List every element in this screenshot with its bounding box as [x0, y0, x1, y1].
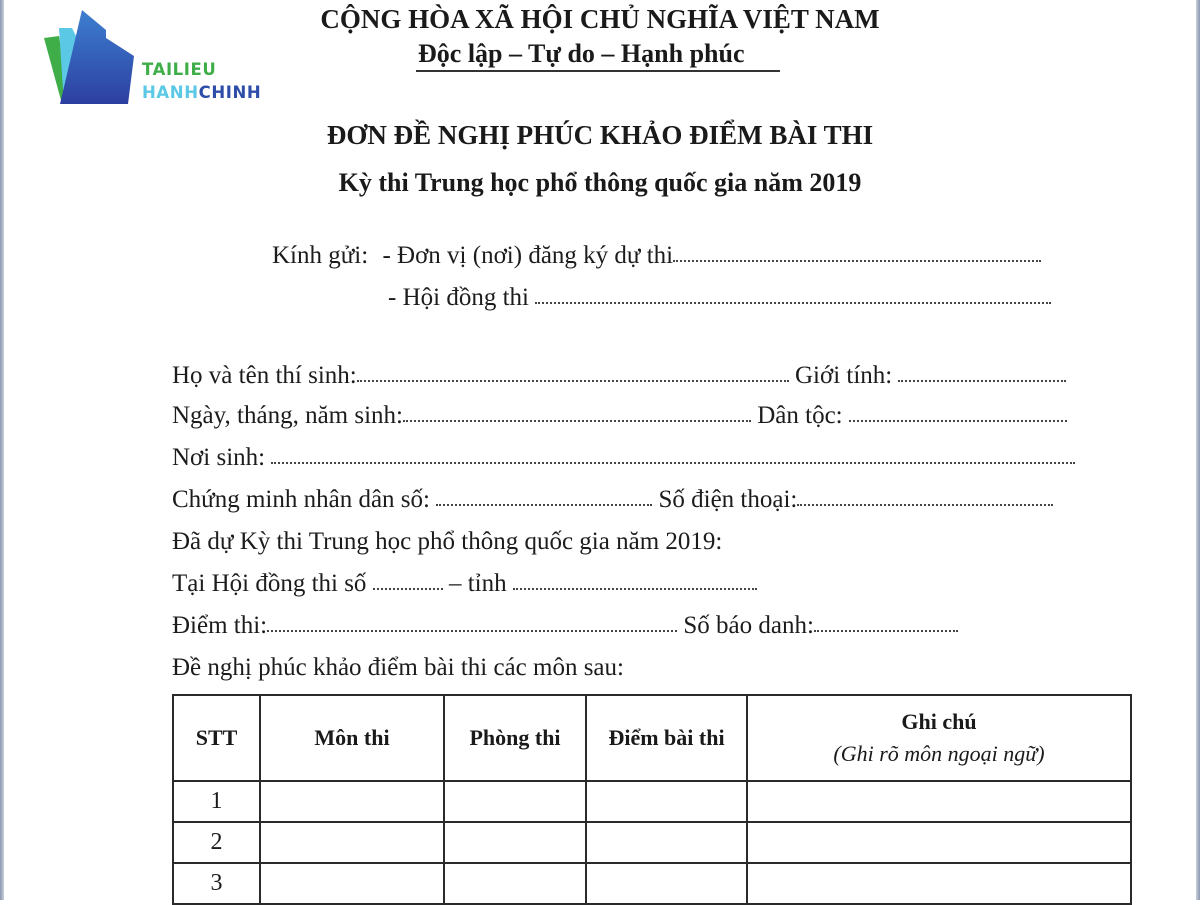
- header-room: Phòng thi: [444, 695, 586, 781]
- cell-room[interactable]: [444, 822, 586, 863]
- table-row: [173, 863, 1131, 904]
- table-header-row: [173, 695, 1131, 781]
- row-birthplace: [172, 444, 1075, 472]
- subjects-table: [172, 694, 1132, 905]
- header-note-subtitle: (Ghi rõ môn ngoại ngữ): [833, 741, 1045, 766]
- recipient-unit-field[interactable]: [673, 260, 1041, 262]
- gender-label: Giới tính:: [794, 362, 893, 389]
- national-motto: Độc lập – Tự do – Hạnh phúc: [418, 39, 745, 68]
- header-score: Điểm bài thi: [586, 695, 747, 781]
- dob-field[interactable]: [403, 420, 751, 422]
- row-council: [172, 570, 757, 598]
- phone-field[interactable]: [797, 504, 1053, 506]
- header-stt: STT: [173, 695, 260, 781]
- recipient-council-field[interactable]: [535, 302, 1051, 304]
- document-title: ĐƠN ĐỀ NGHỊ PHÚC KHẢO ĐIỂM BÀI THI: [326, 120, 874, 150]
- logo-line2b: CHINH: [198, 83, 262, 102]
- cell-room[interactable]: [444, 781, 586, 822]
- cell-note[interactable]: [747, 822, 1131, 863]
- recipient-council-label: - Hội đồng thi: [388, 284, 529, 311]
- cell-subject[interactable]: [260, 863, 444, 904]
- exam-site-label: Điểm thi:: [172, 612, 268, 639]
- row-name-gender: [172, 362, 1066, 390]
- phone-label: Số điện thoại:: [658, 486, 798, 513]
- document-subtitle: Kỳ thi Trung học phổ thông quốc gia năm 2019: [338, 168, 862, 197]
- id-number-field[interactable]: [436, 504, 652, 506]
- recipient-line-2: [388, 284, 1051, 312]
- council-number-field[interactable]: [373, 588, 443, 590]
- logo-line2a: HANH: [142, 83, 199, 102]
- exam-site-field[interactable]: [267, 630, 677, 632]
- motto-underline: [416, 70, 780, 72]
- cell-note[interactable]: [747, 863, 1131, 904]
- row-dob-ethnicity: [172, 402, 1067, 430]
- header-note-title: Ghi chú: [901, 709, 977, 734]
- header-note: [747, 695, 1131, 781]
- cell-score[interactable]: [586, 822, 747, 863]
- table-row: [173, 822, 1131, 863]
- cell-room[interactable]: [444, 863, 586, 904]
- recipient-label: Kính gửi:: [272, 242, 369, 269]
- council-province-label: – tỉnh: [448, 570, 507, 597]
- dob-label: Ngày, tháng, năm sinh:: [172, 402, 403, 429]
- recipient-line-1: [272, 242, 1041, 270]
- request-statement: Đề nghị phúc khảo điểm bài thi các môn sau:: [172, 654, 624, 681]
- birthplace-label: Nơi sinh:: [172, 444, 266, 471]
- attended-statement: Đã dự Kỳ thi Trung học phổ thông quốc gia năm 2019:: [172, 528, 723, 555]
- id-number-label: Chứng minh nhân dân số:: [172, 486, 430, 513]
- cell-stt: 3: [173, 863, 260, 904]
- header-subject: Môn thi: [260, 695, 444, 781]
- logo-line1: TAILIEU: [142, 60, 217, 79]
- candidate-no-label: Số báo danh:: [683, 612, 814, 639]
- council-province-field[interactable]: [513, 588, 757, 590]
- ethnicity-field[interactable]: [849, 420, 1067, 422]
- cell-stt: 2: [173, 822, 260, 863]
- cell-score[interactable]: [586, 863, 747, 904]
- row-site-candidate: [172, 612, 958, 640]
- birthplace-field[interactable]: [271, 462, 1075, 464]
- gender-field[interactable]: [898, 380, 1066, 382]
- cell-score[interactable]: [586, 781, 747, 822]
- cell-stt: 1: [173, 781, 260, 822]
- cell-note[interactable]: [747, 781, 1131, 822]
- full-name-label: Họ và tên thí sinh:: [172, 362, 357, 389]
- candidate-no-field[interactable]: [814, 630, 958, 632]
- recipient-unit-label: - Đơn vị (nơi) đăng ký dự thi: [382, 242, 674, 269]
- national-title: CỘNG HÒA XÃ HỘI CHỦ NGHĨA VIỆT NAM: [320, 4, 880, 34]
- cell-subject[interactable]: [260, 781, 444, 822]
- ethnicity-label: Dân tộc:: [757, 402, 843, 429]
- row-id-phone: [172, 486, 1053, 514]
- council-number-label: Tại Hội đồng thi số: [172, 570, 367, 597]
- table-row: [173, 781, 1131, 822]
- cell-subject[interactable]: [260, 822, 444, 863]
- full-name-field[interactable]: [357, 380, 789, 382]
